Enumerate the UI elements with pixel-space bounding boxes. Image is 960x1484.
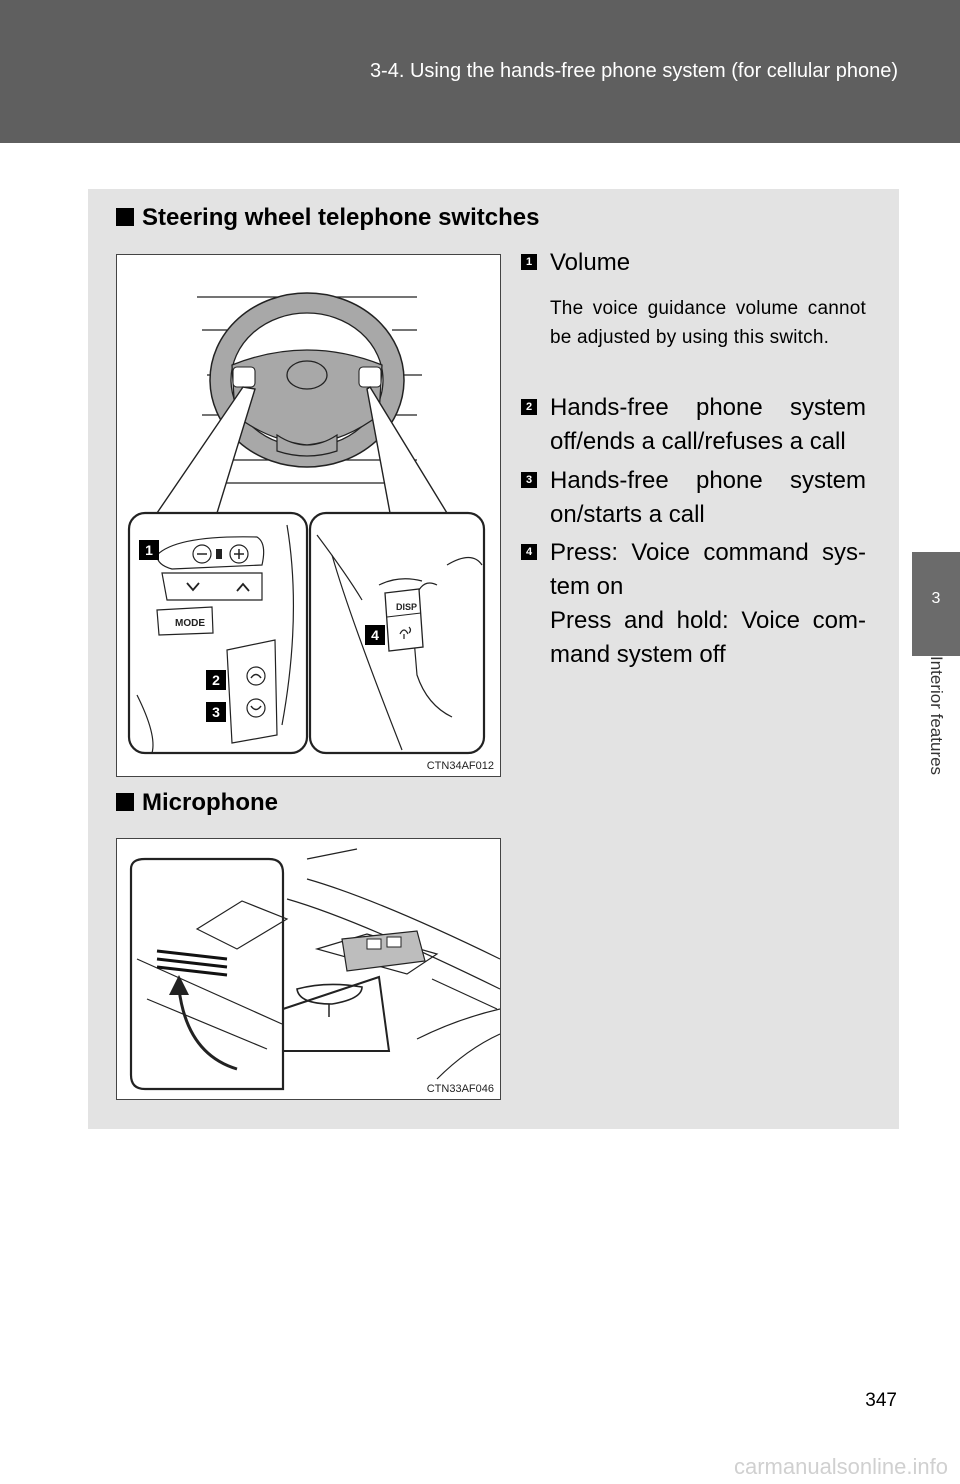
chapter-tab: [912, 552, 960, 656]
figure-code-microphone: CTN33AF046: [426, 1083, 494, 1095]
chapter-label-text: Interior features: [927, 656, 946, 776]
callout-4: 4: [371, 627, 379, 643]
chapter-label: [912, 656, 960, 856]
steering-wheel-figure: [116, 254, 501, 777]
item-text: Volume: [550, 249, 631, 276]
item-text: Hands-free phone system on/starts a call: [550, 467, 866, 528]
item-text: Press: Voice command sys-tem on: [550, 539, 866, 600]
section-title-microphone-text: Microphone: [142, 789, 278, 816]
watermark: carmanualsonline.info: [733, 1454, 948, 1479]
microphone-illustration: [117, 839, 500, 1099]
page-number: 347: [865, 1390, 897, 1411]
item-number-badge: 4: [521, 544, 537, 560]
disp-switch-label: DISP: [396, 602, 418, 612]
list-item-handsfree-on: [521, 464, 866, 532]
list-item-handsfree-off: [521, 391, 866, 459]
item-text-2: Press and hold: Voice com-mand system off: [550, 607, 866, 668]
square-bullet-icon: [116, 208, 134, 226]
callout-1: 1: [145, 542, 153, 558]
page-header: [0, 0, 960, 143]
item-number-badge: 1: [521, 254, 537, 270]
item-number-badge: 2: [521, 399, 537, 415]
item-number-badge: 3: [521, 472, 537, 488]
section-title-microphone: [116, 789, 278, 817]
section-title-steering-text: Steering wheel telephone switches: [142, 204, 540, 231]
mode-switch-label: MODE: [175, 618, 205, 629]
list-item-volume: [521, 246, 866, 352]
section-title-steering: [116, 204, 539, 232]
item-note: The voice guidance volume cannot be adjusted by using this switch.: [550, 298, 866, 348]
square-bullet-icon: [116, 793, 134, 811]
chapter-number: 3: [931, 590, 941, 607]
steering-wheel-illustration: [117, 255, 500, 776]
microphone-figure: [116, 838, 501, 1100]
callout-2: 2: [212, 672, 220, 688]
list-item-voice-command: [521, 536, 866, 672]
callout-3: 3: [212, 704, 220, 720]
header-title: 3-4. Using the hands-free phone system (for cellular phone): [369, 60, 898, 82]
figure-code-steering: CTN34AF012: [426, 760, 494, 772]
item-text: Hands-free phone system off/ends a call/refuses a call: [550, 394, 866, 455]
